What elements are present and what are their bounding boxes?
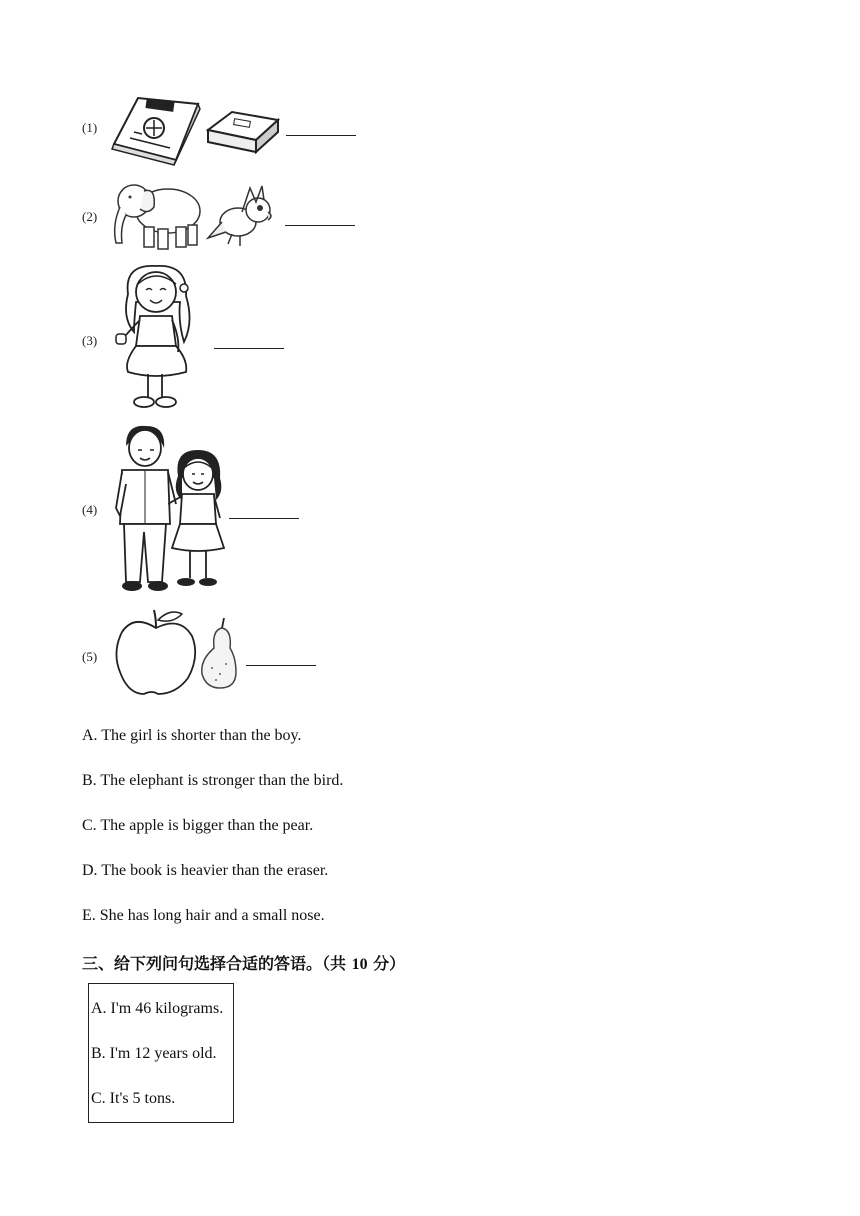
answer-blank[interactable]: [229, 518, 299, 519]
girl-icon: [168, 448, 228, 590]
section-points: 10: [351, 956, 368, 973]
answer-blank[interactable]: [285, 225, 355, 226]
question-number: (1): [82, 120, 98, 135]
option-b: B. The elephant is stronger than the bird.: [82, 772, 344, 789]
answer-choice-c: C. It's 5 tons.: [91, 1090, 176, 1107]
option-e: E. She has long hair and a small nose.: [82, 907, 325, 924]
elephant-icon: [110, 177, 206, 253]
book-icon: [110, 94, 202, 166]
option-d: D. The book is heavier than the eraser.: [82, 862, 329, 879]
option-c: C. The apple is bigger than the pear.: [82, 817, 314, 834]
answer-choices-box: [88, 983, 234, 1123]
eraser-icon: [204, 106, 280, 156]
section-heading: [82, 951, 405, 974]
section-prefix: 三、给下列问句选择合适的答语。（共: [82, 954, 352, 973]
girl-icon: [114, 262, 204, 414]
question-number: (5): [82, 649, 98, 664]
answer-blank[interactable]: [214, 348, 284, 349]
bird-icon: [206, 182, 276, 248]
answer-blank[interactable]: [246, 665, 316, 666]
answer-choice-a: A. I'm 46 kilograms.: [91, 1000, 224, 1017]
pear-icon: [198, 616, 240, 690]
question-number: (2): [82, 209, 98, 224]
answer-blank[interactable]: [286, 135, 356, 136]
question-number: (4): [82, 502, 98, 517]
answer-choice-b: B. I'm 12 years old.: [91, 1045, 217, 1062]
question-number: (3): [82, 333, 98, 348]
option-a: A. The girl is shorter than the boy.: [82, 727, 302, 744]
apple-icon: [114, 608, 200, 696]
section-suffix: 分）: [367, 954, 406, 973]
